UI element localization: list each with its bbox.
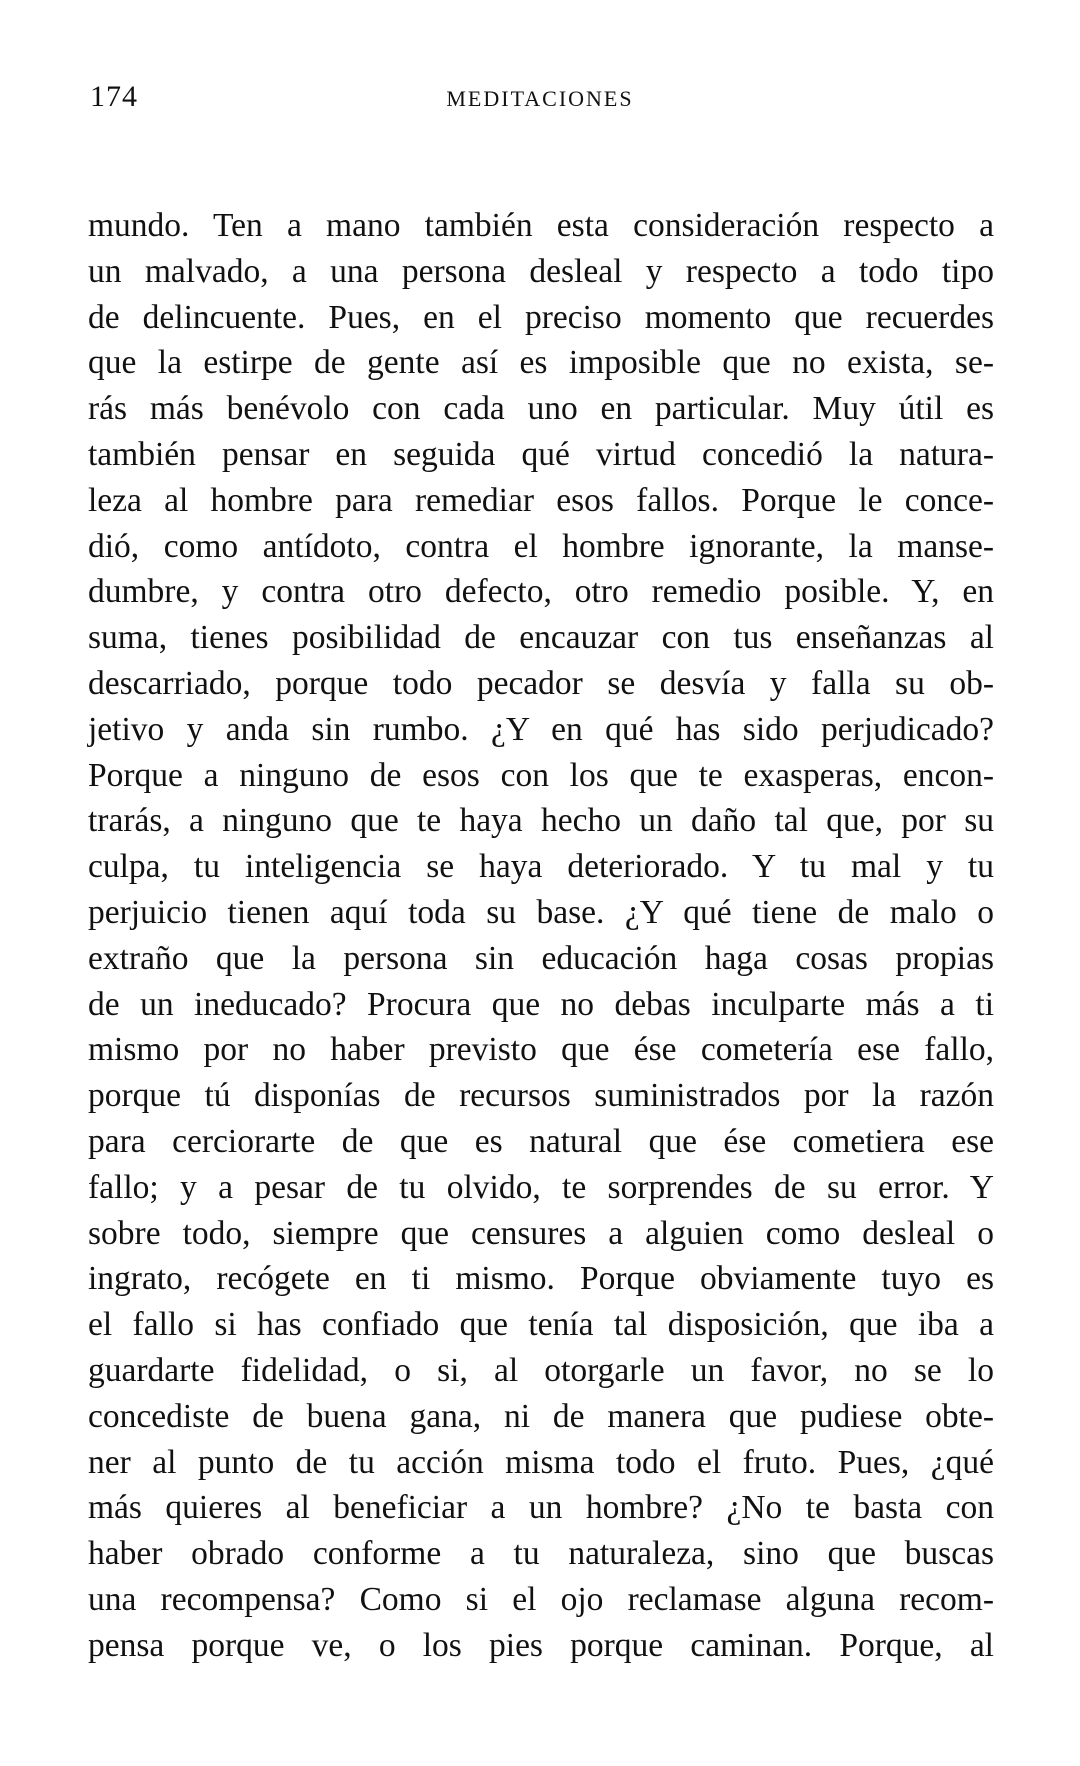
text-line: guardarte fidelidad, o si, al otorgarle un favor, no se lo [88, 1351, 994, 1389]
text-line: también pensar en seguida qué virtud concedió la natura- [88, 435, 994, 473]
text-line: más quieres al beneficiar a un hombre? ¿No te basta con [88, 1489, 994, 1527]
text-line: culpa, tu inteligencia se haya deteriorado. Y tu mal y tu [88, 848, 994, 886]
running-head: MEDITACIONES [446, 86, 634, 111]
text-line: extraño que la persona sin educación haga cosas propias [88, 939, 994, 977]
text-line: perjuicio tienen aquí toda su base. ¿Y qué tiene de malo o [88, 893, 994, 931]
text-line: sobre todo, siempre que censures a alguien como desleal o [88, 1214, 994, 1252]
text-line: para cerciorarte de que es natural que ése cometiera ese [88, 1122, 994, 1160]
text-line: descarriado, porque todo pecador se desvía y falla su ob- [88, 664, 994, 702]
text-line: dumbre, y contra otro defecto, otro remedio posible. Y, en [88, 573, 994, 611]
text-line: que la estirpe de gente así es imposible que no exista, se- [88, 344, 994, 382]
text-line: de un ineducado? Procura que no debas inculparte más a ti [88, 985, 994, 1023]
text-line: concediste de buena gana, ni de manera que pudiese obte- [88, 1397, 994, 1435]
text-line: suma, tienes posibilidad de encauzar con tus enseñanzas al [88, 619, 994, 657]
text-line: una recompensa? Como si el ojo reclamase alguna recom- [88, 1580, 994, 1618]
body-text [88, 203, 994, 1669]
text-line: el fallo si has confiado que tenía tal disposición, que iba a [88, 1306, 994, 1344]
text-line: haber obrado conforme a tu naturaleza, sino que buscas [88, 1535, 994, 1573]
text-line: trarás, a ninguno que te haya hecho un daño tal que, por su [88, 802, 994, 840]
text-line: fallo; y a pesar de tu olvido, te sorprendes de su error. Y [88, 1168, 994, 1206]
text-line: dió, como antídoto, contra el hombre ignorante, la manse- [88, 527, 994, 565]
text-line: leza al hombre para remediar esos fallos. Porque le conce- [88, 481, 994, 519]
page-number: 174 [90, 80, 138, 113]
text-line: pensa porque ve, o los pies porque caminan. Porque, al [88, 1626, 994, 1664]
text-line: un malvado, a una persona desleal y respecto a todo tipo [88, 252, 994, 290]
text-line: rás más benévolo con cada uno en particular. Muy útil es [88, 390, 994, 428]
text-line: de delincuente. Pues, en el preciso momento que recuerdes [88, 298, 994, 336]
text-line: mismo por no haber previsto que ése cometería ese fallo, [88, 1031, 994, 1069]
text-line: ner al punto de tu acción misma todo el fruto. Pues, ¿qué [88, 1443, 994, 1481]
text-line: mundo. Ten a mano también esta consideración respecto a [88, 207, 994, 244]
text-line: jetivo y anda sin rumbo. ¿Y en qué has sido perjudicado? [88, 710, 994, 748]
text-line: ingrato, recógete en ti mismo. Porque obviamente tuyo es [88, 1260, 994, 1298]
text-line: porque tú disponías de recursos suministrados por la razón [88, 1077, 994, 1115]
text-line: Porque a ninguno de esos con los que te exasperas, encon- [88, 756, 994, 794]
